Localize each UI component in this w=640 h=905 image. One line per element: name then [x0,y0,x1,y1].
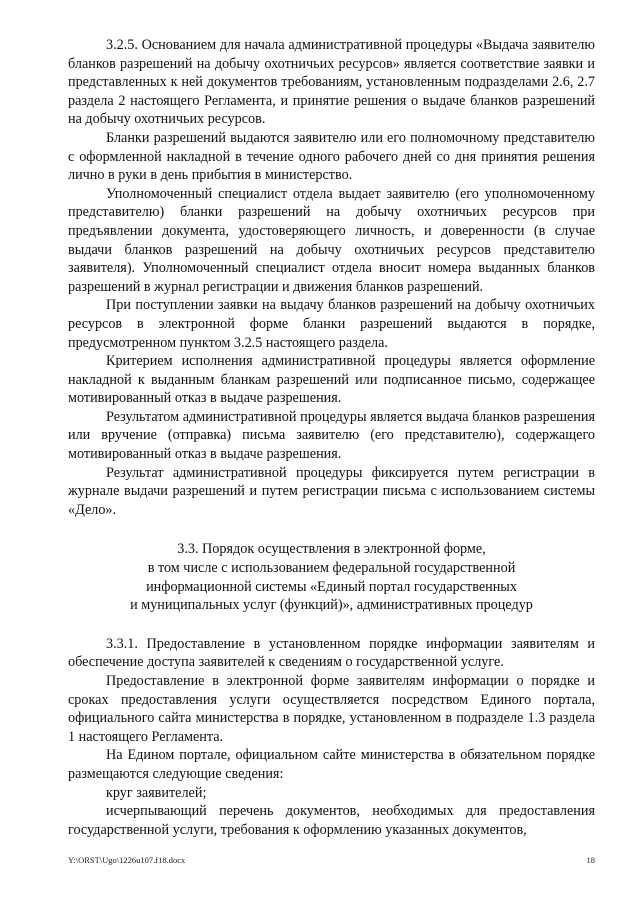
heading-line: 3.3. Порядок осуществления в электронной форме, [177,541,486,558]
list-item-documents: исчерпывающий перечень документов, необходимых для предоставления государственной услуги, требования к оформлению указанных документов, [68,803,595,838]
paragraph-electronic-application: При поступлении заявки на выдачу бланков разрешений на добычу охотничьих ресурсов в электронной форме бланки разрешений выдаются в порядке, предусмотренном пунктом 3.2.5 настоящего раздела. [68,297,595,351]
paragraph-3-2-5: 3.2.5. Основанием для начала административной процедуры «Выдача заявителю бланков разрешений на добычу охотничьих ресурсов» является соответствие заявки и представленных к ней документов требованиям, установленным подразделами 2.6, 2.7 раздела 2 настоящего Регламента, и принятие решения о выдаче бланков разрешений на добычу охотничьих ресурсов. [68,37,595,128]
page-number: 18 [586,855,595,865]
paragraph-info-provision: Предоставление в электронной форме заявителям информации о порядке и сроках предоставления услуги осуществляется посредством Единого портала, официального сайта министерства в порядке, установленном в подразделе 1.3 раздела 1 настоящего Регламента. [68,673,595,745]
section-heading-3-3 [68,540,595,614]
paragraph-portal-info: На Едином портале, официальном сайте министерства в обязательном порядке размещаются следующие сведения: [68,747,595,782]
paragraph-authorized-specialist: Уполномоченный специалист отдела выдает заявителю (его уполномоченному представителю) бланки разрешений на добычу охотничьих ресурсов при предъявлении документа, удостоверяющего личность, и доверенности (в случае выдачи бланков разрешений на добычу охотничьих ресурсов представителю заявителя). Уполномоченный специалист отдела вносит номера выданных бланков разрешений в журнал регистрации и движения бланков разрешений. [68,185,595,295]
document-page [68,36,595,839]
paragraph-criterion: Критерием исполнения административной процедуры является оформление накладной к выданным бланкам разрешений или подписанное письмо, содержащее мотивированный отказ в выдаче разрешения. [68,353,595,407]
paragraph-3-3-1: 3.3.1. Предоставление в установленном порядке информации заявителям и обеспечение доступа заявителей к сведениям о государственной услуге. [68,635,595,671]
paragraph-blanks-issued: Бланки разрешений выдаются заявителю или его полномочному представителю с оформленной накладной в течение одного рабочего дней со дня принятия решения лично в руки в день прибытия в министерство. [68,129,595,184]
heading-line: в том числе с использованием федеральной государственной [147,560,516,577]
paragraph-result: Результатом административной процедуры является выдача бланков разрешения или вручение (отправка) письма заявителю (его представителю), содержащего мотивированный отказ в выдаче разрешения. [68,408,595,463]
file-path: Y:\ORST\Ugo\1226u107.f18.docx [68,855,186,865]
heading-line: информационной системы «Единый портал государственных [146,578,517,595]
heading-line: и муниципальных услуг (функций)», административных процедур [130,597,533,614]
list-item-applicants: круг заявителей; [106,784,207,801]
paragraph-result-fixed: Результат административной процедуры фиксируется путем регистрации в журнале выдачи разрешений и путем регистрации письма с использованием системы «Дело». [68,464,595,518]
